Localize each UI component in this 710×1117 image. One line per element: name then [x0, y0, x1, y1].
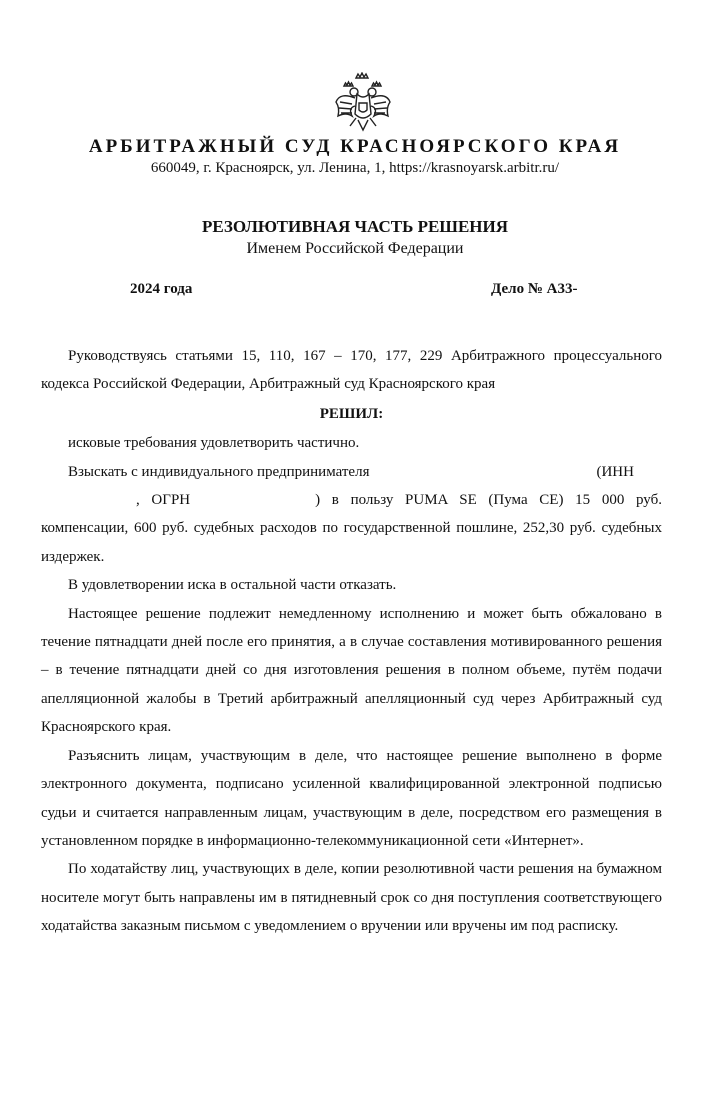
- document-title: РЕЗОЛЮТИВНАЯ ЧАСТЬ РЕШЕНИЯ: [201, 217, 509, 236]
- copies-paragraph: По ходатайству лиц, участвующих в деле, копии резолютивной части решения на бумажном носителе могут быть направлены им в пятидневный срок со дня поступления соответствующего ходатайства заказным письмом с уведомлением о вручении или вручены им под расписку.: [41, 861, 662, 935]
- document-subtitle: Именем Российской Федерации: [246, 240, 464, 257]
- decision-body: [41, 342, 662, 941]
- inn-label: (ИНН: [596, 463, 634, 480]
- court-name: АРБИТРАЖНЫЙ СУД КРАСНОЯРСКОГО КРАЯ: [88, 136, 622, 157]
- coat-of-arms-icon: [332, 72, 394, 136]
- recovery-paragraph: [41, 458, 662, 572]
- electronic-document-paragraph: Разъяснить лицам, участвующим в деле, что настоящее решение выполнено в форме электронного документа, подписано усиленной квалифицированной электронной подписью судьи и считается направленным лицам, участвующим в деле, посредством его размещения в установленном порядке в информационно-телекоммуникационной сети «Интернет».: [41, 747, 662, 849]
- recovery-lead: Взыскать с индивидуального предпринимателя: [68, 463, 370, 480]
- appeal-paragraph: Настоящее решение подлежит немедленному исполнению и может быть обжаловано в течение пятнадцати дней после его принятия, а в случае составления мотивированного решения – в течение пятнадцати дней со дня изготовления решения в полном объеме, путём подачи апелляционной жалобы в Третий арбитражный апелляционный суд через Арбитражный суд Красноярского края.: [41, 605, 662, 736]
- decided-heading: РЕШИЛ:: [319, 405, 384, 422]
- court-address: 660049, г. Красноярск, ул. Ленина, 1, https://krasnoyarsk.arbitr.ru/: [150, 160, 560, 176]
- intro-paragraph: Руководствуясь статьями 15, 110, 167 – 170, 177, 229 Арбитражного процессуального кодекса Российской Федерации, Арбитражный суд Красноярского края: [41, 348, 662, 393]
- ogrn-label: , ОГРН: [136, 492, 191, 509]
- claims-paragraph: исковые требования удовлетворить частично.: [68, 435, 360, 452]
- recovery-text: ) в пользу PUMA SE (Пума СЕ) 15 000 руб. компенсации, 600 руб. судебных расходов по государственной пошлине, 252,30 руб. судебных издержек.: [41, 492, 662, 565]
- case-number: Дело № А33-: [491, 281, 578, 297]
- denial-paragraph: В удовлетворении иска в остальной части отказать.: [68, 577, 397, 594]
- decision-date: 2024 года: [130, 281, 193, 297]
